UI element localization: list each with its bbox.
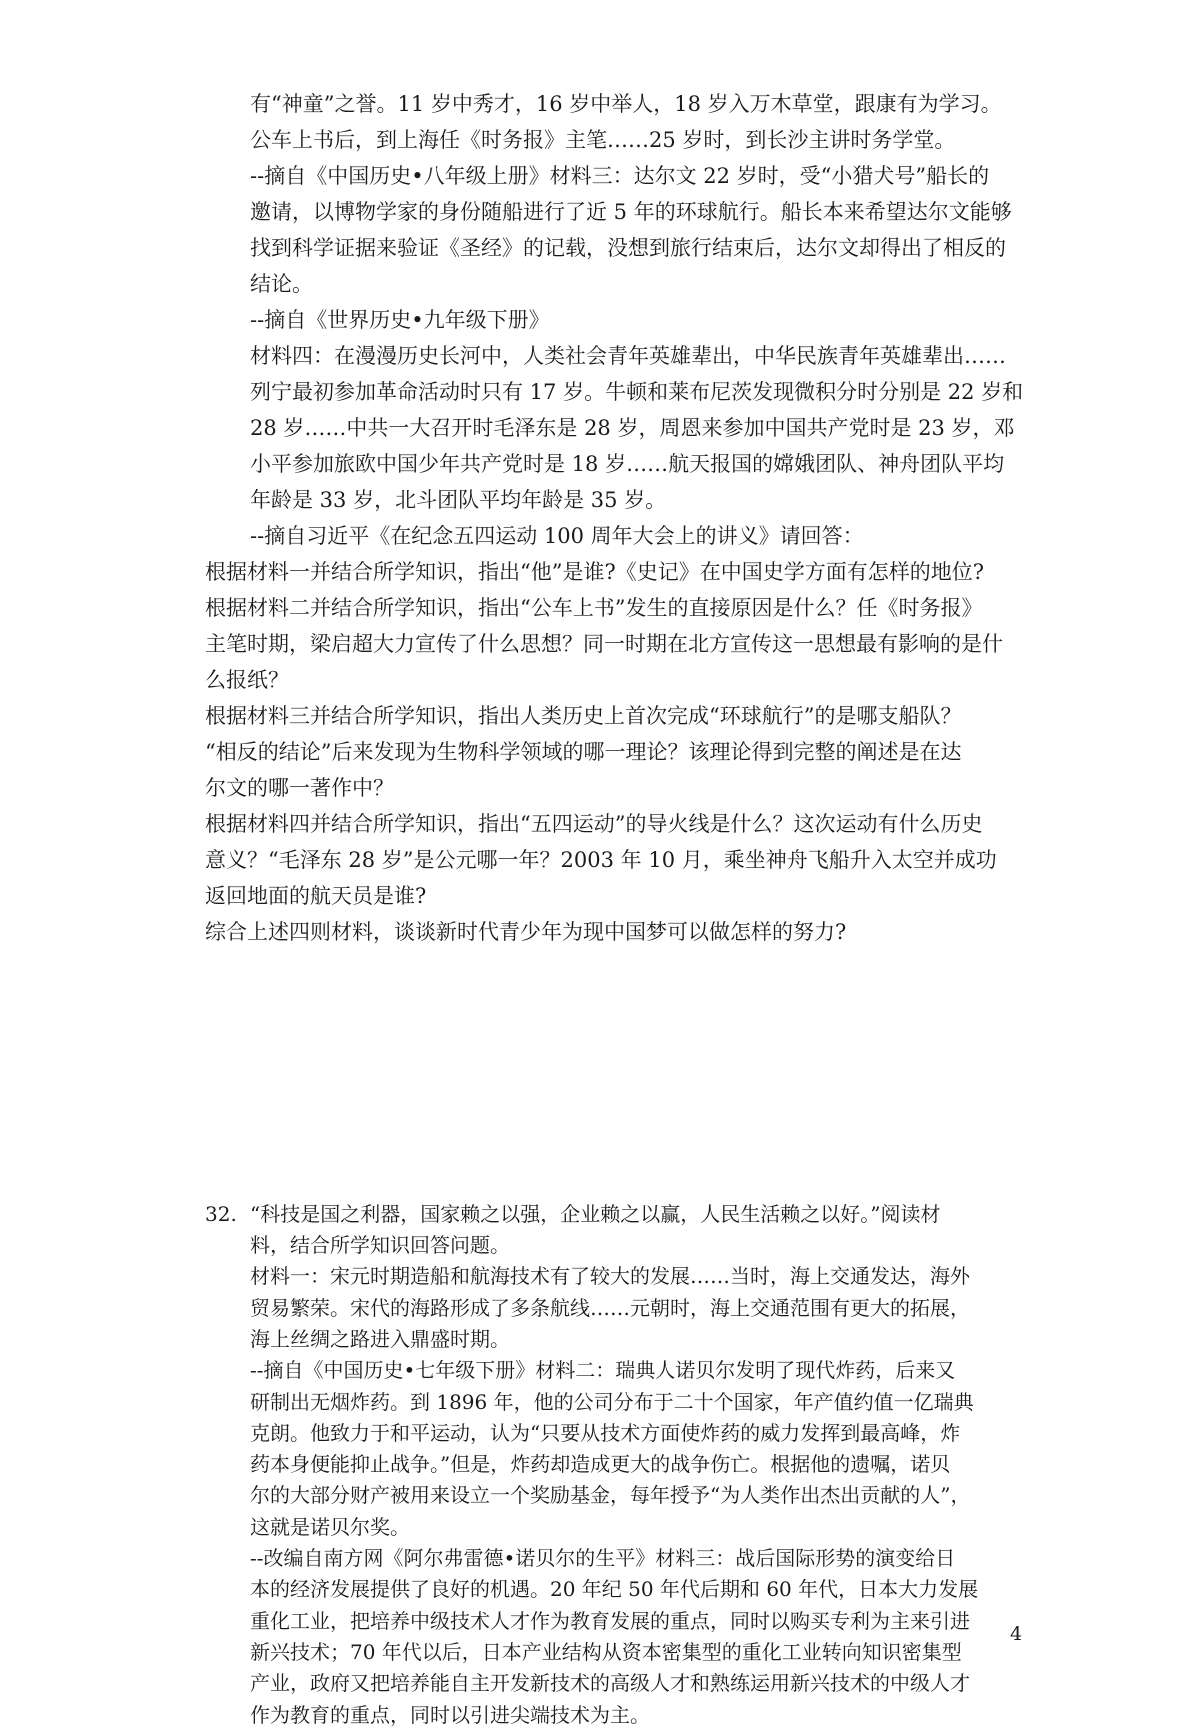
text-line: 材料四：在漫漫历史长河中，人类社会青年英雄辈出，中华民族青年英雄辈出…… bbox=[250, 344, 1006, 368]
text-line: 有“神童”之誉。11 岁中秀才，16 岁中举人，18 岁入万木草堂，跟康有为学习。 bbox=[250, 92, 1002, 116]
text-line: 药本身便能抑止战争。”但是，炸药却造成更大的战争伤亡。根据他的遗嘱，诺贝 bbox=[250, 1452, 951, 1477]
text-line: 公车上书后，到上海任《时务报》主笔……25 岁时，到长沙主讲时务学堂。 bbox=[250, 128, 956, 152]
question-line: 根据材料四并结合所学知识，指出“五四运动”的导火线是什么？这次运动有什么历史 bbox=[205, 812, 983, 836]
text-line: 结论。 bbox=[250, 272, 313, 296]
question-line: 意义？“毛泽东 28 岁”是公元哪一年？2003 年 10 月，乘坐神舟飞船升入太空并成功 bbox=[205, 848, 997, 872]
question-line: 么报纸？ bbox=[205, 668, 289, 692]
question-line: 根据材料三并结合所学知识，指出人类历史上首次完成“环球航行”的是哪支船队？ bbox=[205, 704, 962, 728]
text-line: --摘自习近平《在纪念五四运动 100 周年大会上的讲义》请回答： bbox=[250, 524, 864, 548]
text-line: 这就是诺贝尔奖。 bbox=[250, 1514, 410, 1539]
text-line: 贸易繁荣。宋代的海路形成了多条航线……元朝时，海上交通范围有更大的拓展， bbox=[250, 1295, 970, 1320]
text-line: 找到科学证据来验证《圣经》的记载，没想到旅行结束后，达尔文却得出了相反的 bbox=[250, 236, 1006, 260]
text-line: 尔的大部分财产被用来设立一个奖励基金，每年授予“为人类作出杰出贡献的人”， bbox=[250, 1483, 971, 1508]
text-line: 本的经济发展提供了良好的机遇。20 年纪 50 年代后期和 60 年代，日本大力发展 bbox=[250, 1577, 979, 1602]
question-line: 根据材料一并结合所学知识，指出“他”是谁?《史记》在中国史学方面有怎样的地位? bbox=[205, 560, 984, 584]
page-number: 4 bbox=[1010, 1623, 1023, 1645]
question-line: 综合上述四则材料，谈谈新时代青少年为现中国梦可以做怎样的努力? bbox=[205, 920, 847, 944]
question-line: 返回地面的航天员是谁? bbox=[205, 884, 427, 908]
text-line: 邀请，以博物学家的身份随船进行了近 5 年的环球航行。船长本来希望达尔文能够 bbox=[250, 200, 1012, 224]
question-line: “相反的结论”后来发现为生物科学领域的哪一理论？该理论得到完整的阐述是在达 bbox=[205, 740, 962, 764]
question-line: 尔文的哪一著作中？ bbox=[205, 776, 394, 800]
question-stem: “科技是国之利器，国家赖之以强，企业赖之以赢，人民生活赖之以好。”阅读材 bbox=[250, 1202, 941, 1226]
text-line: --摘自《中国历史•八年级上册》材料三：达尔文 22 岁时，受“小猎犬号”船长的 bbox=[250, 164, 990, 188]
text-line: 海上丝绸之路进入鼎盛时期。 bbox=[250, 1326, 510, 1351]
text-line: --摘自《世界历史•九年级下册》 bbox=[250, 308, 550, 332]
text-line: 28 岁……中共一大召开时毛泽东是 28 岁，周恩来参加中国共产党时是 23 岁，邓 bbox=[250, 416, 1015, 440]
question-number: 32. bbox=[205, 1202, 237, 1226]
text-line: 克朗。他致力于和平运动，认为“只要从技术方面使炸药的威力发挥到最高峰，炸 bbox=[250, 1420, 961, 1445]
text-line: 作为教育的重点，同时以引进尖端技术为主。 bbox=[250, 1702, 650, 1727]
text-line: 列宁最初参加革命活动时只有 17 岁。牛顿和莱布尼茨发现微积分时分别是 22 岁和 bbox=[250, 380, 1024, 404]
text-line: --摘自《中国历史•七年级下册》材料二：瑞典人诺贝尔发明了现代炸药，后来又 bbox=[250, 1358, 956, 1383]
question-line: 根据材料二并结合所学知识，指出“公车上书”发生的直接原因是什么？任《时务报》 bbox=[205, 596, 983, 620]
question-line: 主笔时期，梁启超大力宣传了什么思想？同一时期在北方宣传这一思想最有影响的是什 bbox=[205, 632, 1003, 656]
text-line: 新兴技术；70 年代以后，日本产业结构从资本密集型的重化工业转向知识密集型 bbox=[250, 1639, 962, 1664]
text-line: 研制出无烟炸药。到 1896 年，他的公司分布于二十个国家，年产值约值一亿瑞典 bbox=[250, 1389, 974, 1414]
text-line: 年龄是 33 岁，北斗团队平均年龄是 35 岁。 bbox=[250, 488, 667, 512]
text-line: 材料一：宋元时期造船和航海技术有了较大的发展……当时，海上交通发达，海外 bbox=[250, 1264, 970, 1289]
text-line: 重化工业，把培养中级技术人才作为教育发展的重点，同时以购买专利为主来引进 bbox=[250, 1608, 970, 1633]
text-line: 料，结合所学知识回答问题。 bbox=[250, 1233, 510, 1257]
text-line: 产业，政府又把培养能自主开发新技术的高级人才和熟练运用新兴技术的中级人才 bbox=[250, 1671, 970, 1696]
text-line: --改编自南方网《阿尔弗雷德•诺贝尔的生平》材料三：战后国际形势的演变给日 bbox=[250, 1546, 956, 1570]
text-line: 小平参加旅欧中国少年共产党时是 18 岁……航天报国的嫦娥团队、神舟团队平均 bbox=[250, 452, 1005, 476]
